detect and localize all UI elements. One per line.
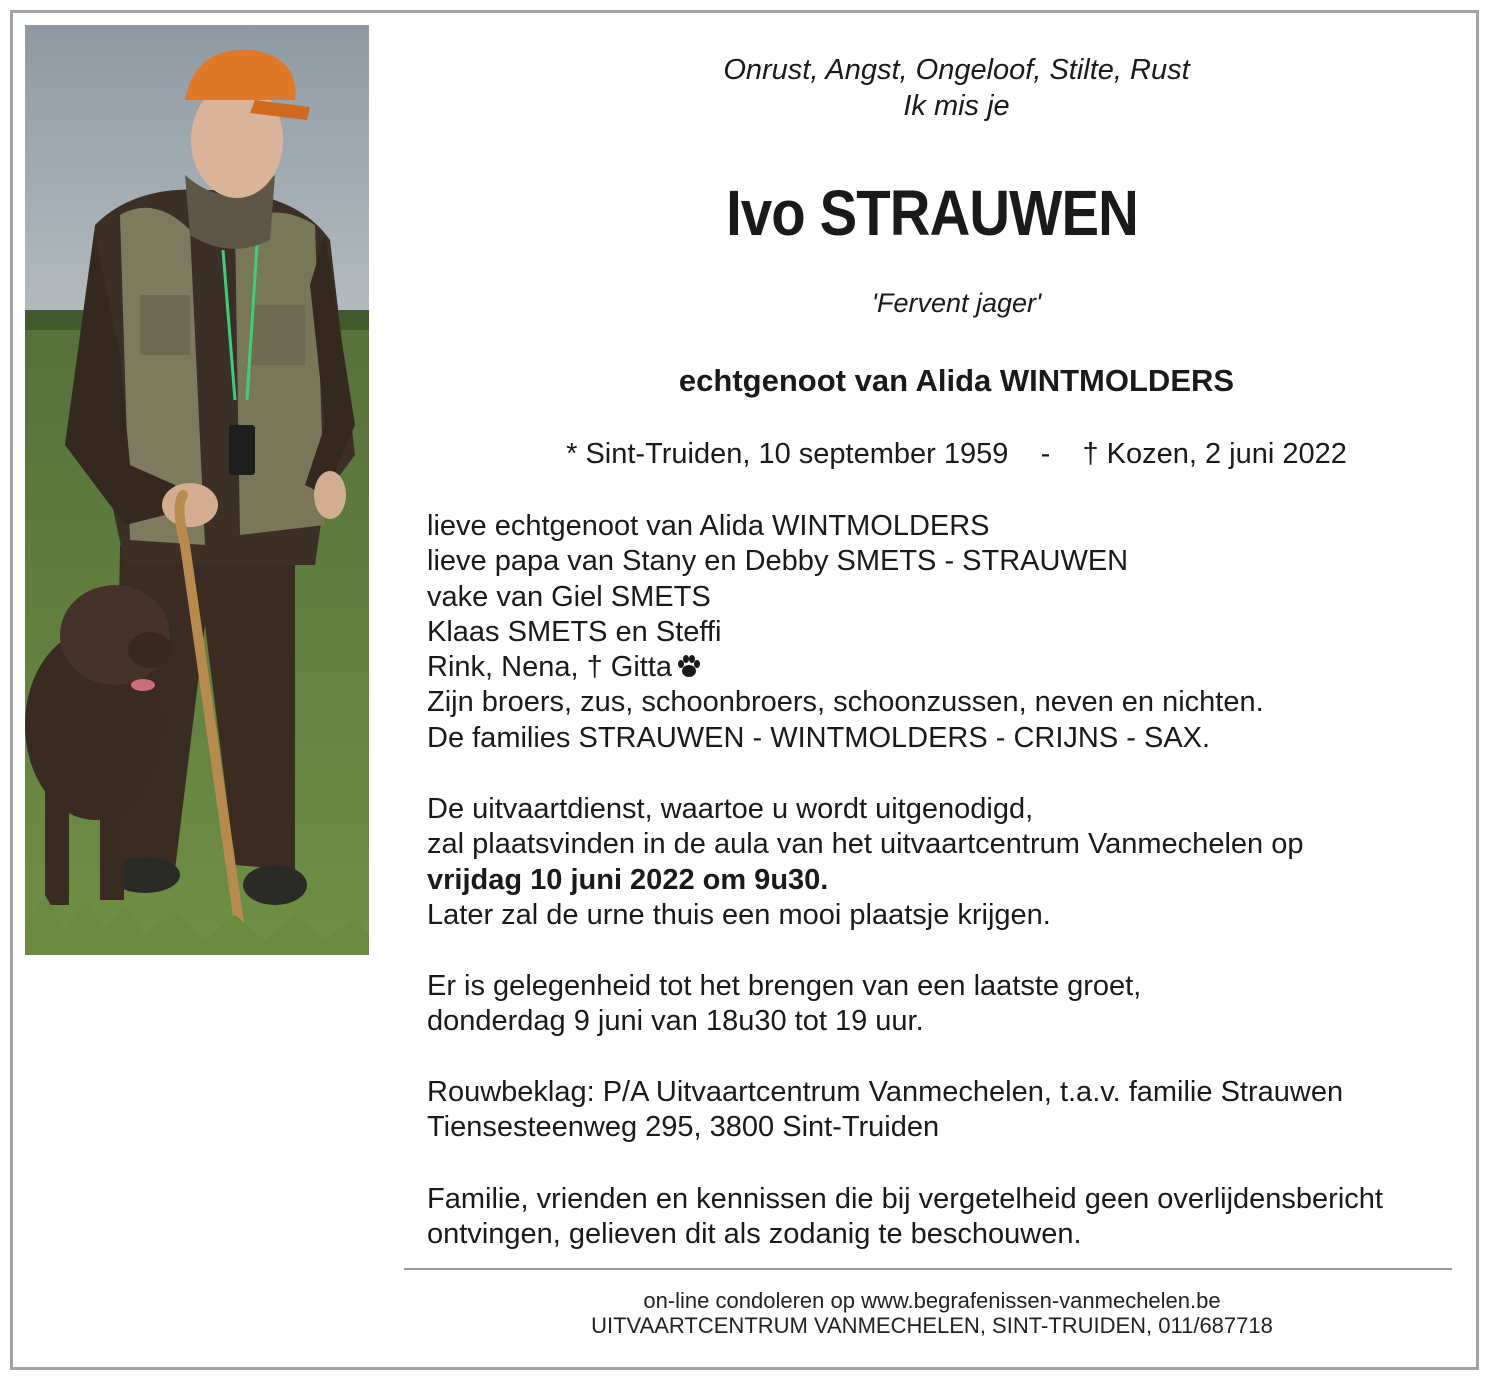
family-line-pets: [427, 650, 1264, 685]
condolence-line: Rouwbeklag: P/A Uitvaartcentrum Vanmechelen, t.a.v. familie Strauwen: [427, 1076, 1344, 1108]
notice-text: [427, 1182, 1383, 1253]
life-dates: [404, 438, 1453, 471]
nickname-text: 'Fervent jager': [871, 288, 1042, 318]
family-list: [427, 509, 1264, 756]
poem-line-2: Ik mis je: [903, 90, 1010, 122]
notice-line: ontvingen, gelieven dit als zodanig te beschouwen.: [427, 1218, 1082, 1251]
nickname: [404, 288, 1453, 319]
service-datetime: vrijdag 10 juni 2022 om 9u30.: [427, 863, 829, 896]
funeral-service: [427, 792, 1303, 933]
family-line: Klaas SMETS en Steffi: [427, 615, 722, 648]
family-line-pets-text: Rink, Nena, † Gitta: [427, 651, 672, 684]
visitation-line: donderdag 9 juni van 18u30 tot 19 uur.: [427, 1005, 924, 1038]
family-line: lieve papa van Stany en Debby SMETS - STRAUWEN: [427, 545, 1129, 578]
paw-icon: [676, 654, 702, 678]
notice-line: Familie, vrienden en kennissen die bij vergetelheid geen overlijdensbericht: [427, 1183, 1383, 1215]
portrait-photo: [25, 25, 369, 955]
poem-line-1: Onrust, Angst, Ongeloof, Stilte, Rust: [723, 54, 1190, 86]
family-line: De families STRAUWEN - WINTMOLDERS - CRIJNS - SAX.: [427, 721, 1211, 754]
footer-website: on-line condoleren op www.begrafenissen-vanmechelen.be: [643, 1288, 1221, 1313]
deceased-name: Ivo STRAUWEN: [726, 177, 1138, 249]
footer: [404, 1288, 1460, 1338]
service-line: Later zal de urne thuis een mooi plaatsje krijgen.: [427, 898, 1051, 931]
spouse-heading: [404, 363, 1453, 399]
visitation: [427, 969, 1141, 1040]
service-line: zal plaatsvinden in de aula van het uitvaartcentrum Vanmechelen op: [427, 828, 1304, 861]
footer-divider: [404, 1268, 1452, 1270]
family-line: vake van Giel SMETS: [427, 580, 711, 613]
family-line: Zijn broers, zus, schoonbroers, schoonzussen, neven en nichten.: [427, 686, 1264, 719]
condolence-line: Tiensesteenweg 295, 3800 Sint-Truiden: [427, 1111, 940, 1144]
footer-contact: UITVAARTCENTRUM VANMECHELEN, SINT-TRUIDEN, 011/687718: [591, 1313, 1273, 1338]
visitation-line: Er is gelegenheid tot het brengen van een laatste groet,: [427, 970, 1142, 1002]
spouse-heading-text: echtgenoot van Alida WINTMOLDERS: [678, 363, 1235, 398]
condolence-address: [427, 1075, 1343, 1146]
poem: [404, 52, 1453, 124]
service-line: De uitvaartdienst, waartoe u wordt uitgenodigd,: [427, 793, 1034, 825]
life-dates-text: * Sint-Truiden, 10 september 1959 - † Kozen, 2 juni 2022: [566, 438, 1347, 470]
family-line: lieve echtgenoot van Alida WINTMOLDERS: [427, 510, 990, 542]
